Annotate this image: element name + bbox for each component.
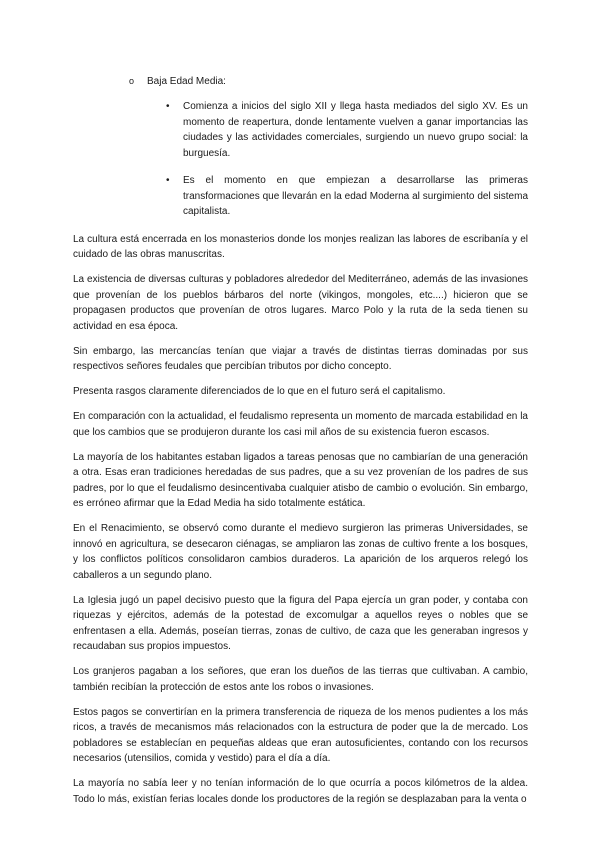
- bullet-item: [166, 99, 528, 161]
- section-title: Baja Edad Media:: [147, 76, 226, 87]
- paragraph: La Iglesia jugó un papel decisivo puesto que la figura del Papa ejercía un gran poder, y contaba con riquezas y ejércitos, además de la potestad de excomulgar a aquellos reyes o nobles que se enfrentasen a ella. Además, poseían tierras, zonas de cultivo, de caza que les generaban ingresos y recaudaban sus propios impuestos.: [73, 594, 528, 652]
- section-heading: [129, 74, 528, 89]
- paragraph: Sin embargo, las mercancías tenían que viajar a través de distintas tierras dominadas por sus respectivos señores feudales que percibían tributos por dicho concepto.: [73, 345, 528, 372]
- bullet-dot: •: [166, 101, 170, 112]
- paragraph: Los granjeros pagaban a los señores, que eran los dueños de las tierras que cultivaban. A cambio, también recibían la protección de estos ante los robos o invasiones.: [73, 666, 528, 693]
- outline-marker: o: [129, 76, 135, 86]
- bullet-list: [73, 99, 528, 220]
- paragraph: Presenta rasgos claramente diferenciados de lo que en el futuro será el capitalismo.: [73, 386, 446, 397]
- paragraph: Estos pagos se convertirían en la primera transferencia de riqueza de los menos pudientes a los más ricos, a través de mecanismos más relacionados con la estructura de poder que la de mercado. Los pobladores se establecían en pequeñas aldeas que eran autosuficientes, contando con los recursos necesarios (utensilios, comida y vestido) para el día a día.: [73, 706, 528, 764]
- paragraph: La existencia de diversas culturas y pobladores alrededor del Mediterráneo, además de las invasiones que provenían de los pueblos bárbaros del norte (vikingos, mongoles, etc....) hicieron que se propagasen productos que provenían de otros lugares. Marco Polo y la ruta de la seda tienen su actividad en esa época.: [73, 274, 528, 332]
- paragraph: En el Renacimiento, se observó como durante el medievo surgieron las primeras Universidades, se innovó en agricultura, se desecaron ciénagas, se ampliaron las zonas de cultivo frente a los bosques, y los conflictos políticos consolidaron cambios duraderos. La aparición de los arqueros relegó los caballeros a un segundo plano.: [73, 523, 528, 581]
- paragraph: La cultura está encerrada en los monasterios donde los monjes realizan las labores de escribanía y el cuidado de las obras manuscritas.: [73, 233, 528, 260]
- bullet-dot: •: [166, 175, 170, 186]
- paragraph: La mayoría de los habitantes estaban ligados a tareas penosas que no cambiarían de una generación a otra. Esas eran tradiciones heredadas de sus padres, que a su vez provenían de los padres de sus padres, por lo que el feudalismo desincentivaba cualquier atisbo de cambio o evolución. Sin embargo, es erróneo afirmar que la Edad Media ha sido totalmente estática.: [73, 451, 528, 509]
- bullet-text: Comienza a inicios del siglo XII y llega hasta mediados del siglo XV. Es un momento de reapertura, donde lentamente vuelven a ganar importancias las ciudades y las actividades comerciales, surgiendo un nuevo grupo social: la burguesía.: [183, 101, 528, 159]
- bullet-text: Es el momento en que empiezan a desarrollarse las primeras transformaciones que llevarán en la edad Moderna al surgimiento del sistema capitalista.: [183, 175, 528, 217]
- body-text: [73, 232, 528, 808]
- paragraph: En comparación con la actualidad, el feudalismo representa un momento de marcada estabilidad en la que los cambios que se produjeron durante los casi mil años de su existencia fueron escasos.: [73, 411, 528, 438]
- paragraph: La mayoría no sabía leer y no tenían información de lo que ocurría a pocos kilómetros de la aldea. Todo lo más, existían ferias locales donde los productores de la región se desplazaban para la venta o: [73, 778, 528, 805]
- bullet-item: [166, 173, 528, 220]
